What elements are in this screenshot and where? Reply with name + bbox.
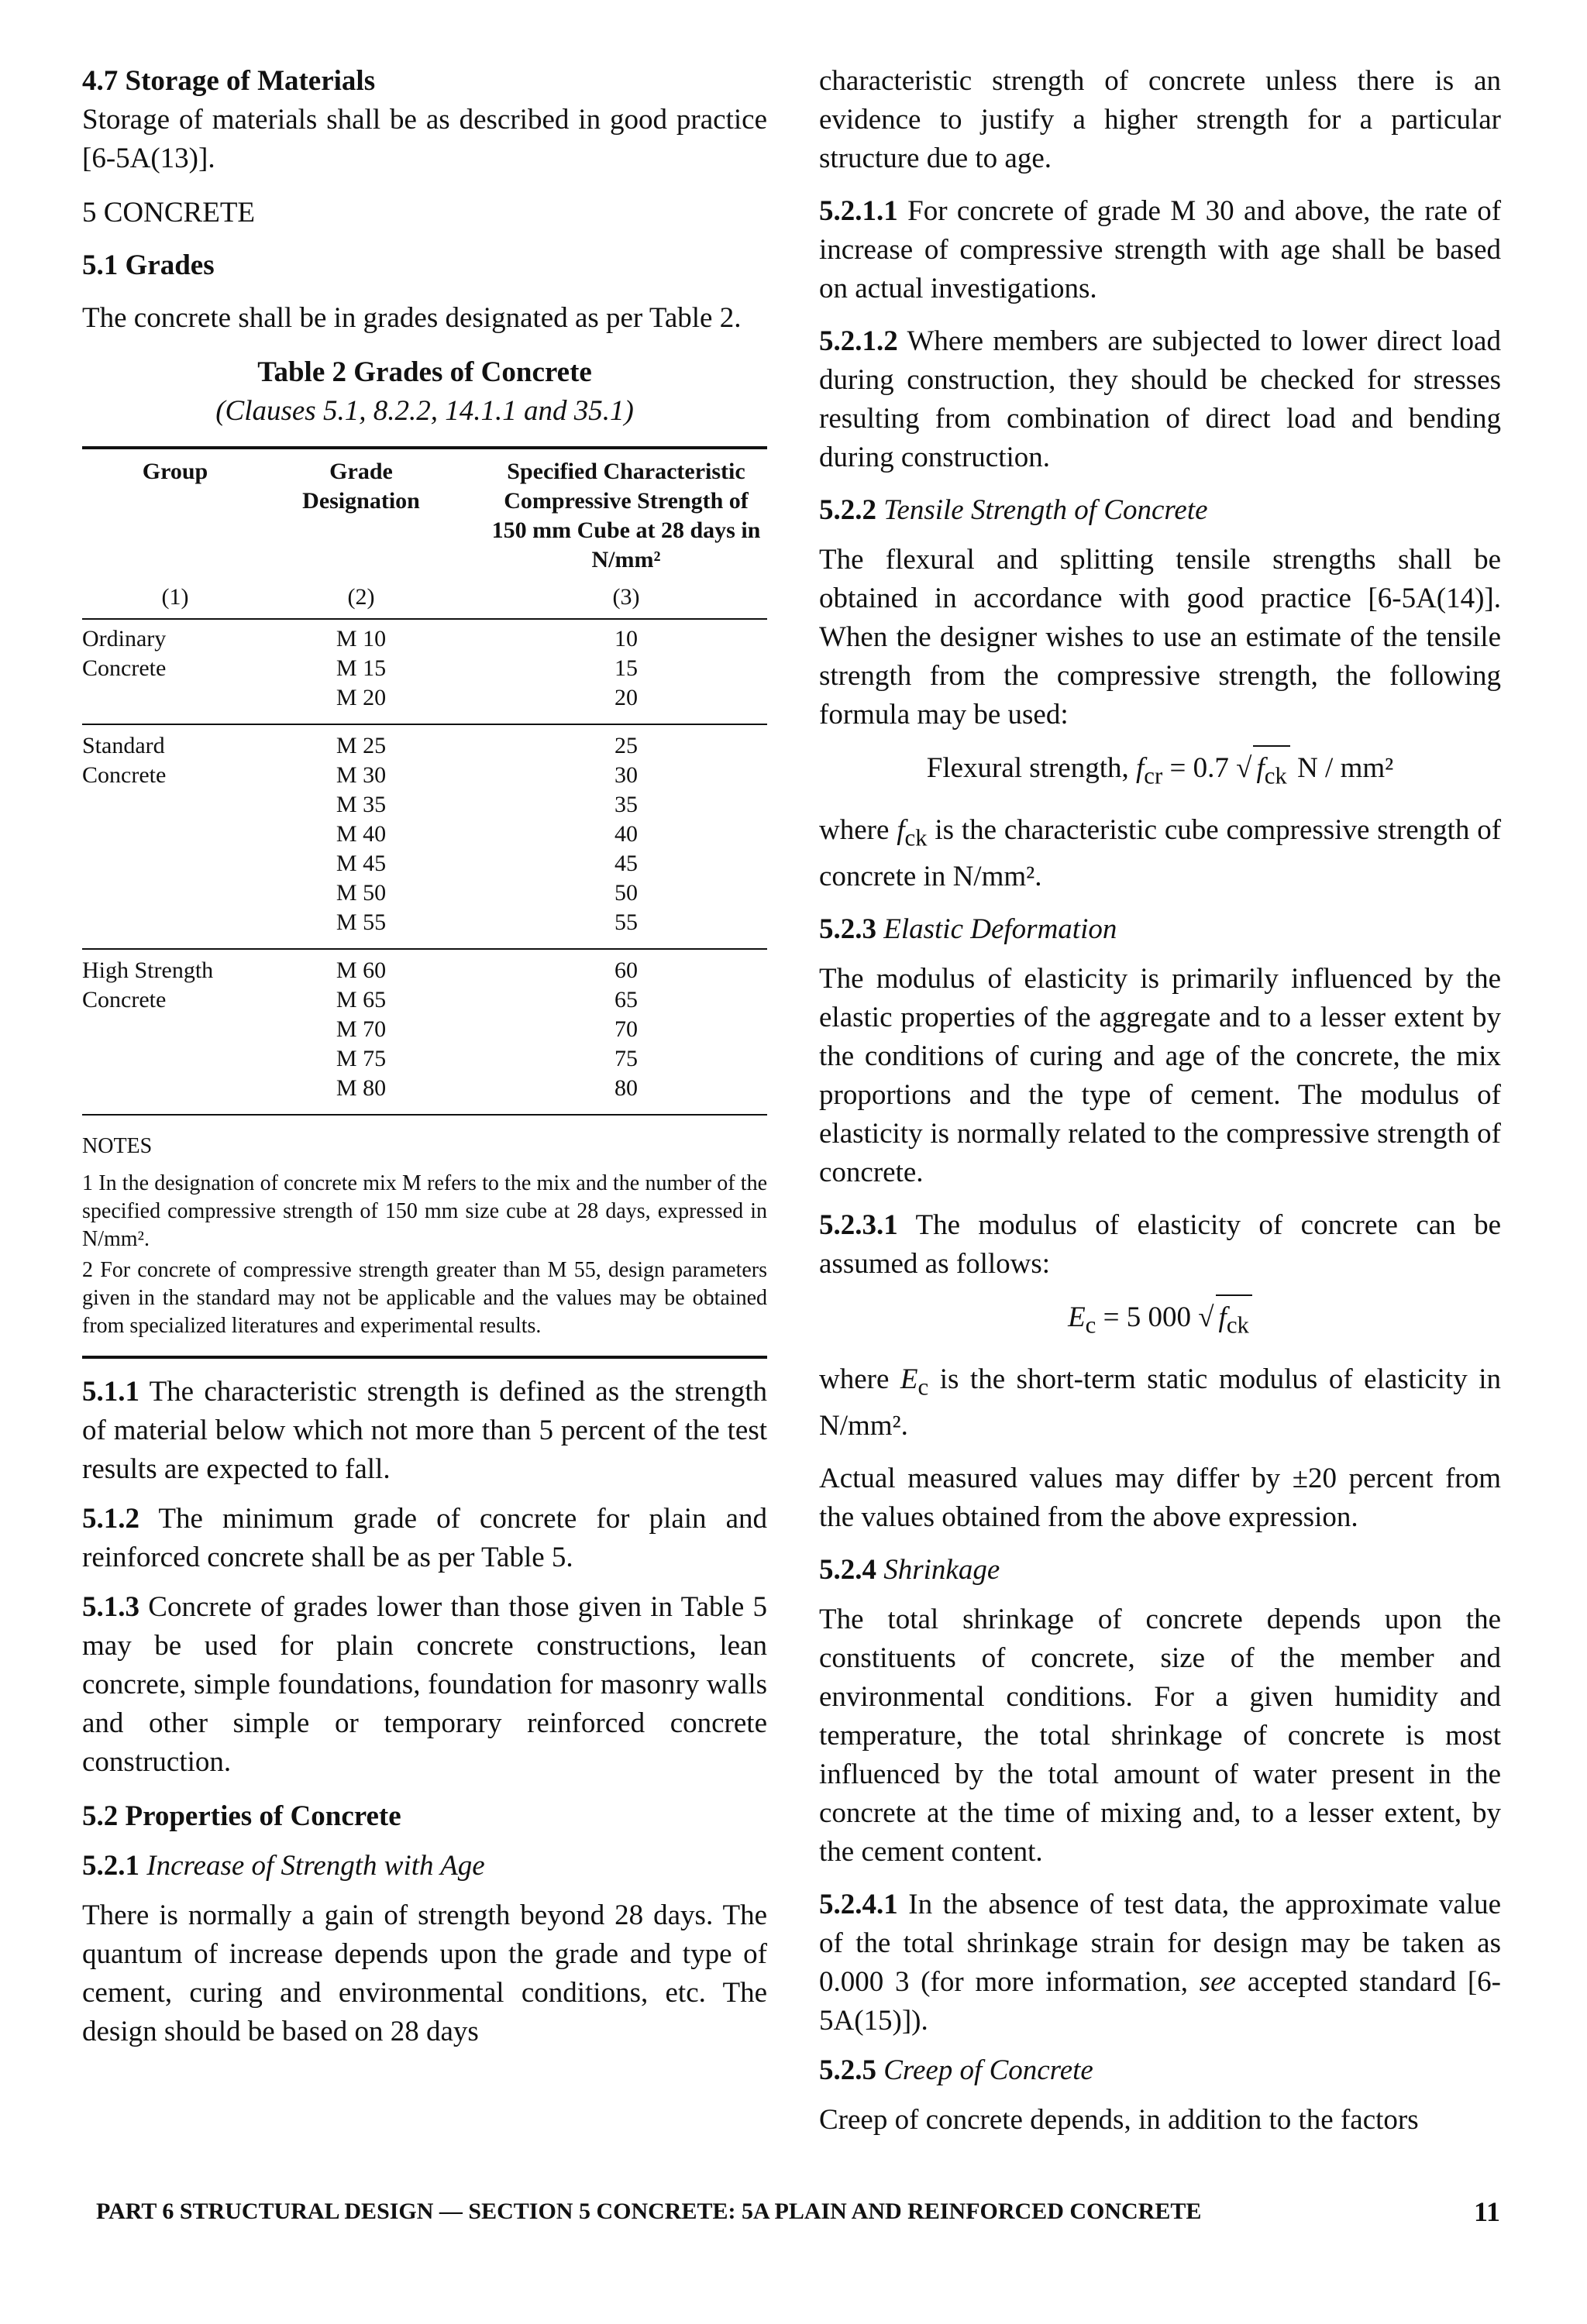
section-5-1-2: 5.1.2 The minimum grade of concrete for plain and reinforced concrete shall be as per Table 5. [82,1503,767,1573]
section-5-2-3-text: The modulus of elasticity is primarily influenced by the elastic properties of the aggregate and to a lesser extent by the conditions of curing and age of the concrete, the mix proportions and the type of cement. The modulus of elasticity is normally related to the compressive strength of concrete. [819,962,1501,1188]
group-high-strength [82,949,767,1115]
section-5-2-3-1-actual: Actual measured values may differ by ±20 percent from the values obtained from the above expression. [819,1462,1501,1533]
section-5-1-text: The concrete shall be in grades designated as per Table 2. [82,302,742,334]
section-5-1-1: 5.1.1 The characteristic strength is defined as the strength of material below which not more than 5 percent of the test results are expected to fall. [82,1376,767,1485]
table-2-clauses: (Clauses 5.1, 8.2.2, 14.1.1 and 35.1) [215,395,634,427]
section-5-2-1-2: 5.2.1.2 Where members are subjected to lower direct load during construction, they should be checked for stresses resulting from combination of direct load and bending during construction. [819,325,1501,473]
section-5-2-1-text: There is normally a gain of strength beyond 28 days. The quantum of increase depends upon the grade and type of cement, curing and environmental conditions, etc. The design should be based on 28 days [82,1899,767,2047]
flexural-strength-formula: Flexural strength, $f_{cr} = 0.7$ √ $f_{ck}$ N / mm² [819,745,1501,797]
notes-cell [82,1115,767,1357]
section-5-1-heading: 5.1 Grades [82,249,215,281]
section-5-2-1-1: 5.2.1.1 For concrete of grade M 30 and above, the rate of increase of compressive strength with age shall be based on actual investigations. [819,195,1502,304]
group-name: Ordinary Concrete [82,626,167,681]
group-standard [82,724,767,949]
sqrt-icon: √ [1198,1301,1214,1333]
section-5-2-3-1: 5.2.3.1 The modulus of elasticity of concrete can be assumed as follows: [819,1208,1501,1280]
section-5-2-5-heading: 5.2.5 Creep of Concrete [819,2054,1093,2086]
section-5-2-2-text: The flexural and splitting tensile strengths shall be obtained in accordance with good practice [6-5A(14)]. When the designer wishes to use an estimate of the tensile strength from the compressive strength, the following formula may be used: [819,544,1501,731]
note-1: 1 In the designation of concrete mix M refers to the mix and the number of the specified compressive strength of 150 mm size cube at 28 days, expressed in N/mm². [82,1171,767,1251]
col-number-3: (3) [612,584,640,610]
section-5-2-1-heading: 5.2.1 Increase of Strength with Age [82,1850,485,1882]
header-strength: Specified Characteristic Compressive Strength of 150 mm Cube at 28 days in N/mm² [491,459,761,572]
continuation-text: characteristic strength of concrete unless there is an evidence to justify a higher strength for a particular structure due to age. [819,65,1501,174]
grade-cell: M 10 M 15 M 20 [336,626,387,710]
note-2: 2 For concrete of compressive strength greater than M 55, design parameters given in the standard may not be applicable and the values may be obtained from specialized literatures and experimental results. [82,1258,767,1338]
section-5-2-4-text: The total shrinkage of concrete depends upon the constituents of concrete, size of the member and environmental conditions. For a given humidity and temperature, the total shrinkage of concrete is most influenced by the total amount of water present in the concrete at the time of mixing and, to a lesser extent, by the cement content. [819,1603,1501,1868]
section-4-7-heading: 4.7 Storage of Materials [82,65,376,97]
left-column [82,62,767,2051]
sqrt-icon: √ [1236,752,1252,784]
col-number-1: (1) [161,584,189,610]
section-5-1-3: 5.1.3 Concrete of grades lower than those given in Table 5 may be used for plain concrete constructions, lean concrete, simple foundations, foundation for masonry walls and other simple or temporary reinforced concrete construction. [82,1591,768,1778]
strength-cell: 25 30 35 40 45 50 55 [614,733,638,935]
page-footer [96,2196,1500,2227]
header-grade: Grade Designation [302,459,420,514]
section-5-2-4-1: 5.2.4.1 In the absence of test data, the approximate value of the total shrinkage strain for design may be taken as 0.000 3 (for more information, see accepted standard [6-5A(15)]). [819,1888,1502,2037]
section-5-2-4-heading: 5.2.4 Shrinkage [819,1553,1000,1586]
section-4-7-text: Storage of materials shall be as described in good practice [6-5A(13)]. [82,104,767,174]
section-5-2-3-1-where: where $E_c$ is the short-term static modulus of elasticity in N/mm². [819,1363,1502,1442]
table-notes [82,1115,767,1359]
page-number: 11 [1473,2196,1500,2227]
section-5-2-2-heading: 5.2.2 Tensile Strength of Concrete [819,494,1208,526]
group-name: Standard Concrete [82,733,167,788]
header-group: Group [142,459,208,484]
section-5-2-5-text: Creep of concrete depends, in addition to the factors [819,2103,1419,2136]
notes-heading: NOTES [82,1134,153,1158]
group-ordinary [82,619,767,724]
grade-cell: M 60 M 65 M 70 M 75 M 80 [336,957,387,1101]
group-name: High Strength Concrete [82,957,214,1012]
elastic-modulus-formula: $E_c = 5$ 000 √ $f_{ck}$ [819,1294,1501,1346]
grades-table [82,446,767,1359]
strength-cell: 10 15 20 [614,626,638,710]
table-2-title: Table 2 Grades of Concrete [257,356,592,388]
section-5-2-2-where: where $f_{ck}$ is the characteristic cube compressive strength of concrete in N/mm². [819,814,1502,892]
section-5-2-heading: 5.2 Properties of Concrete [82,1800,401,1832]
strength-cell: 60 65 70 75 80 [614,957,638,1101]
col-number-2: (2) [347,584,375,610]
section-5-2-3-heading: 5.2.3 Elastic Deformation [819,913,1117,945]
grade-cell: M 25 M 30 M 35 M 40 M 45 M 50 M 55 [336,733,387,935]
section-5-heading: 5 CONCRETE [82,197,256,229]
right-column [819,62,1501,2140]
running-title: PART 6 STRUCTURAL DESIGN — SECTION 5 CONCRETE: 5A PLAIN AND REINFORCED CONCRETE [96,2199,1202,2224]
